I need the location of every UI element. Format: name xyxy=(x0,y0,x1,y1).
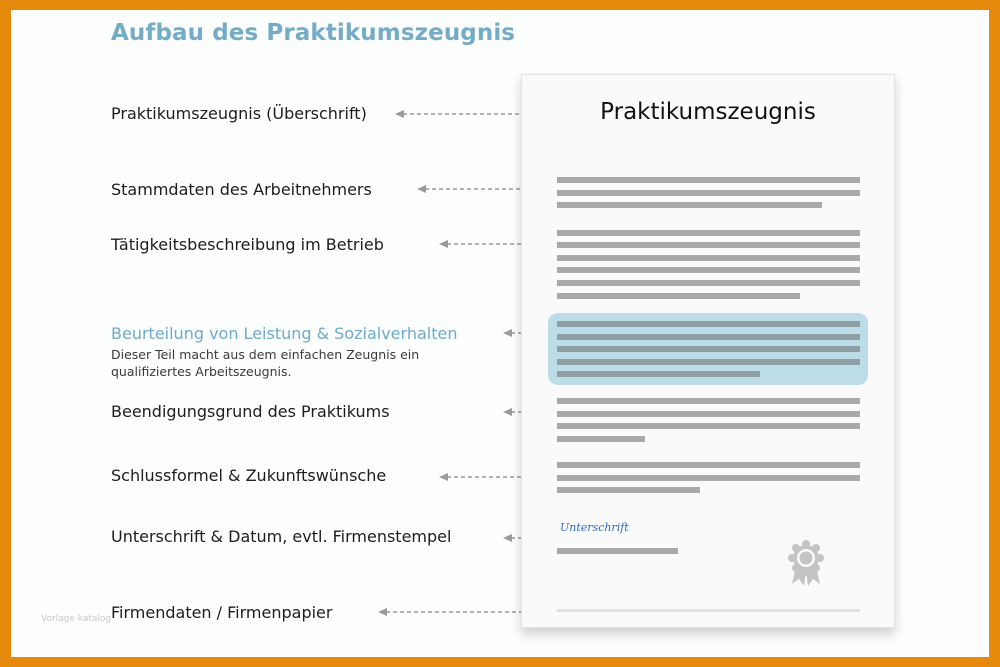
signature: Unterschrift xyxy=(560,521,629,534)
label-beendigung: Beendigungsgrund des Praktikums xyxy=(111,402,390,421)
text-line xyxy=(557,487,700,493)
text-line xyxy=(557,230,860,236)
text-line xyxy=(557,411,860,417)
dashed-arrow-left-icon xyxy=(439,472,523,482)
label-taetigkeit: Tätigkeitsbeschreibung im Betrieb xyxy=(111,235,384,254)
page-title: Aufbau des Praktikumszeugnis xyxy=(111,20,516,46)
award-seal-icon xyxy=(784,540,828,592)
text-line xyxy=(557,346,860,352)
text-line xyxy=(557,359,860,365)
text-line xyxy=(557,321,860,327)
text-line xyxy=(557,436,645,442)
label-heading: Praktikumszeugnis (Überschrift) xyxy=(111,104,367,123)
label-schluss: Schlussformel & Zukunftswünsche xyxy=(111,466,387,485)
watermark: Vorlage katalog xyxy=(41,614,112,624)
label-firmendaten: Firmendaten / Firmenpapier xyxy=(111,603,333,622)
dashed-arrow-left-icon xyxy=(439,239,523,249)
text-line xyxy=(557,293,800,299)
label-beurteilung-note: Dieser Teil macht aus dem einfachen Zeugnis ein qualifiziertes Arbeitszeugnis. xyxy=(111,347,420,379)
dashed-arrow-left-icon xyxy=(417,184,523,194)
content-frame xyxy=(11,10,989,657)
label-unterschrift: Unterschrift & Datum, evtl. Firmenstempel xyxy=(111,527,452,546)
dashed-arrow-left-icon xyxy=(503,533,523,543)
document-title: Praktikumszeugnis xyxy=(600,99,816,125)
text-line xyxy=(557,280,860,286)
dashed-arrow-left-icon xyxy=(395,109,523,119)
label-stammdaten: Stammdaten des Arbeitnehmers xyxy=(111,180,372,199)
text-line xyxy=(557,548,678,554)
text-line xyxy=(557,334,860,340)
dashed-arrow-left-icon xyxy=(503,407,523,417)
text-line xyxy=(557,177,860,183)
letterhead-footer-line xyxy=(557,609,860,612)
text-line xyxy=(557,398,860,404)
text-line xyxy=(557,371,760,377)
certificate-document xyxy=(521,74,895,628)
text-line xyxy=(557,202,822,208)
text-line xyxy=(557,255,860,261)
text-line xyxy=(557,190,860,196)
text-line xyxy=(557,462,860,468)
label-beurteilung: Beurteilung von Leistung & Sozialverhalten xyxy=(111,324,458,343)
text-line xyxy=(557,242,860,248)
text-line xyxy=(557,423,860,429)
text-line xyxy=(557,475,860,481)
dashed-arrow-left-icon xyxy=(378,607,540,617)
text-line xyxy=(557,267,860,273)
dashed-arrow-left-icon xyxy=(503,328,523,338)
